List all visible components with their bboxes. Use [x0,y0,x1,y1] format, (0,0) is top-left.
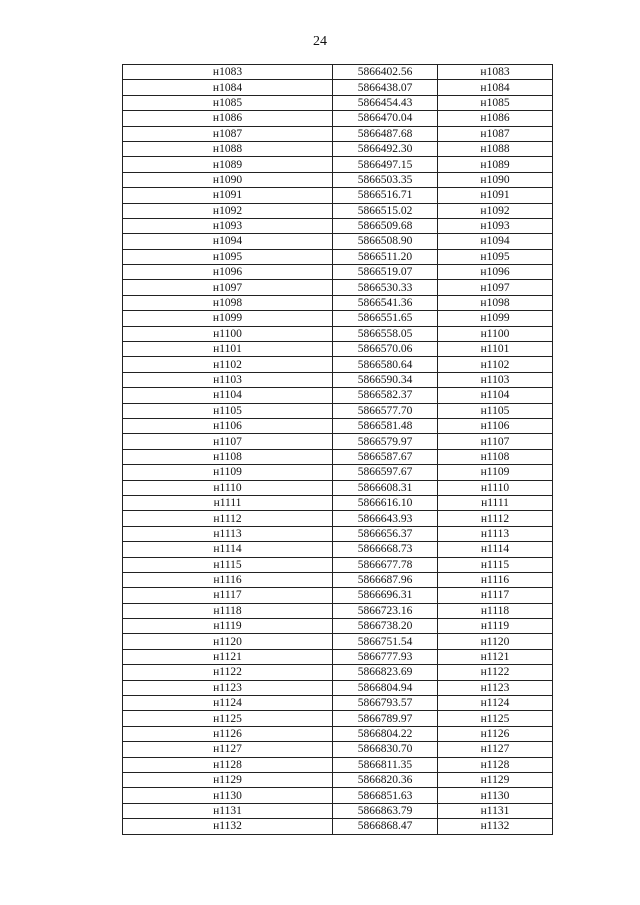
point-id-cell: н1092 [123,203,333,218]
coordinate-cell: 5866492.30 [333,141,438,156]
point-id-cell: н1123 [123,680,333,695]
coordinate-cell: 5866820.36 [333,772,438,787]
point-id-repeat-cell: н1123 [438,680,553,695]
coordinate-cell: 5866402.56 [333,65,438,80]
point-id-cell: н1110 [123,480,333,495]
point-id-repeat-cell: н1116 [438,572,553,587]
point-id-cell: н1084 [123,80,333,95]
point-id-repeat-cell: н1083 [438,65,553,80]
table-row [123,526,553,541]
coordinate-cell: 5866581.48 [333,418,438,433]
point-id-cell: н1085 [123,95,333,110]
point-id-repeat-cell: н1113 [438,526,553,541]
point-id-cell: н1126 [123,726,333,741]
table-row [123,188,553,203]
table-row [123,372,553,387]
point-id-repeat-cell: н1118 [438,603,553,618]
table-row [123,465,553,480]
coordinate-cell: 5866558.05 [333,326,438,341]
point-id-cell: н1096 [123,265,333,280]
table-row [123,388,553,403]
table-row [123,542,553,557]
coordinate-cell: 5866830.70 [333,742,438,757]
point-id-repeat-cell: н1115 [438,557,553,572]
coordinate-cell: 5866851.63 [333,788,438,803]
point-id-cell: н1093 [123,218,333,233]
point-id-repeat-cell: н1125 [438,711,553,726]
coordinate-cell: 5866751.54 [333,634,438,649]
point-id-cell: н1116 [123,572,333,587]
point-id-repeat-cell: н1092 [438,203,553,218]
point-id-repeat-cell: н1098 [438,295,553,310]
coordinate-cell: 5866687.96 [333,572,438,587]
coordinate-cell: 5866863.79 [333,803,438,818]
point-id-repeat-cell: н1130 [438,788,553,803]
point-id-repeat-cell: н1086 [438,111,553,126]
coordinate-cell: 5866823.69 [333,665,438,680]
coordinate-cell: 5866738.20 [333,619,438,634]
point-id-cell: н1083 [123,65,333,80]
coordinate-cell: 5866508.90 [333,234,438,249]
point-id-cell: н1118 [123,603,333,618]
point-id-cell: н1101 [123,342,333,357]
point-id-cell: н1109 [123,465,333,480]
table-row [123,680,553,695]
point-id-repeat-cell: н1103 [438,372,553,387]
table-row [123,557,553,572]
point-id-cell: н1117 [123,588,333,603]
coordinate-cell: 5866487.68 [333,126,438,141]
point-id-repeat-cell: н1119 [438,619,553,634]
table-row [123,111,553,126]
coordinate-cell: 5866811.35 [333,757,438,772]
point-id-cell: н1098 [123,295,333,310]
page-number: 24 [313,34,327,49]
table-row [123,634,553,649]
point-id-repeat-cell: н1085 [438,95,553,110]
coordinate-cell: 5866509.68 [333,218,438,233]
point-id-cell: н1108 [123,449,333,464]
coordinate-cell: 5866587.67 [333,449,438,464]
table-row [123,311,553,326]
table-row [123,95,553,110]
point-id-repeat-cell: н1100 [438,326,553,341]
point-id-repeat-cell: н1110 [438,480,553,495]
coordinate-cell: 5866530.33 [333,280,438,295]
coordinate-cell: 5866804.94 [333,680,438,695]
table-row [123,234,553,249]
table-row [123,480,553,495]
point-id-repeat-cell: н1126 [438,726,553,741]
point-id-repeat-cell: н1129 [438,772,553,787]
coordinate-cell: 5866723.16 [333,603,438,618]
point-id-repeat-cell: н1105 [438,403,553,418]
coordinate-cell: 5866677.78 [333,557,438,572]
point-id-repeat-cell: н1091 [438,188,553,203]
point-id-cell: н1100 [123,326,333,341]
point-id-cell: н1111 [123,495,333,510]
point-id-cell: н1127 [123,742,333,757]
point-id-cell: н1099 [123,311,333,326]
point-id-cell: н1125 [123,711,333,726]
coordinate-cell: 5866590.34 [333,372,438,387]
coordinate-cell: 5866470.04 [333,111,438,126]
point-id-repeat-cell: н1088 [438,141,553,156]
table-row [123,603,553,618]
point-id-repeat-cell: н1108 [438,449,553,464]
point-id-cell: н1113 [123,526,333,541]
coordinate-cell: 5866793.57 [333,696,438,711]
table-row [123,772,553,787]
coordinate-cell: 5866541.36 [333,295,438,310]
table-row [123,434,553,449]
coordinate-cell: 5866868.47 [333,819,438,834]
point-id-cell: н1129 [123,772,333,787]
point-id-cell: н1115 [123,557,333,572]
table-row [123,711,553,726]
point-id-repeat-cell: н1084 [438,80,553,95]
point-id-cell: н1114 [123,542,333,557]
point-id-repeat-cell: н1097 [438,280,553,295]
coordinates-table [122,64,553,835]
table-row [123,218,553,233]
table-row [123,742,553,757]
point-id-repeat-cell: н1089 [438,157,553,172]
table-row [123,649,553,664]
point-id-cell: н1132 [123,819,333,834]
coordinate-cell: 5866777.93 [333,649,438,664]
point-id-cell: н1131 [123,803,333,818]
coordinate-cell: 5866570.06 [333,342,438,357]
point-id-repeat-cell: н1093 [438,218,553,233]
coordinate-cell: 5866804.22 [333,726,438,741]
point-id-cell: н1088 [123,141,333,156]
table-body [123,65,553,835]
point-id-repeat-cell: н1117 [438,588,553,603]
point-id-cell: н1130 [123,788,333,803]
point-id-cell: н1119 [123,619,333,634]
point-id-repeat-cell: н1128 [438,757,553,772]
table-row [123,265,553,280]
coordinate-cell: 5866515.02 [333,203,438,218]
coordinate-cell: 5866643.93 [333,511,438,526]
point-id-repeat-cell: н1099 [438,311,553,326]
table-row [123,126,553,141]
point-id-cell: н1104 [123,388,333,403]
table-row [123,326,553,341]
table-row [123,403,553,418]
point-id-repeat-cell: н1112 [438,511,553,526]
point-id-cell: н1124 [123,696,333,711]
coordinate-cell: 5866551.65 [333,311,438,326]
point-id-repeat-cell: н1104 [438,388,553,403]
point-id-repeat-cell: н1094 [438,234,553,249]
point-id-repeat-cell: н1107 [438,434,553,449]
point-id-repeat-cell: н1131 [438,803,553,818]
coordinate-cell: 5866454.43 [333,95,438,110]
table-row [123,788,553,803]
table-row [123,141,553,156]
point-id-cell: н1121 [123,649,333,664]
point-id-repeat-cell: н1101 [438,342,553,357]
table-row [123,572,553,587]
point-id-repeat-cell: н1127 [438,742,553,757]
point-id-cell: н1091 [123,188,333,203]
table-row [123,295,553,310]
point-id-repeat-cell: н1132 [438,819,553,834]
point-id-cell: н1122 [123,665,333,680]
point-id-cell: н1128 [123,757,333,772]
table-row [123,418,553,433]
point-id-cell: н1107 [123,434,333,449]
coordinate-cell: 5866438.07 [333,80,438,95]
coordinate-cell: 5866789.97 [333,711,438,726]
coordinate-cell: 5866579.97 [333,434,438,449]
coordinate-cell: 5866696.31 [333,588,438,603]
table-row [123,342,553,357]
point-id-repeat-cell: н1121 [438,649,553,664]
table-row [123,203,553,218]
point-id-cell: н1103 [123,372,333,387]
point-id-repeat-cell: н1124 [438,696,553,711]
point-id-repeat-cell: н1095 [438,249,553,264]
table-row [123,588,553,603]
point-id-cell: н1106 [123,418,333,433]
point-id-cell: н1095 [123,249,333,264]
table-row [123,157,553,172]
table-row [123,280,553,295]
coordinate-cell: 5866516.71 [333,188,438,203]
table-row [123,80,553,95]
point-id-repeat-cell: н1114 [438,542,553,557]
point-id-cell: н1094 [123,234,333,249]
point-id-repeat-cell: н1087 [438,126,553,141]
coordinate-cell: 5866597.67 [333,465,438,480]
point-id-repeat-cell: н1090 [438,172,553,187]
point-id-repeat-cell: н1120 [438,634,553,649]
coordinate-cell: 5866616.10 [333,495,438,510]
point-id-cell: н1089 [123,157,333,172]
table-row [123,726,553,741]
point-id-cell: н1105 [123,403,333,418]
table-row [123,172,553,187]
coordinate-cell: 5866503.35 [333,172,438,187]
coordinate-cell: 5866577.70 [333,403,438,418]
coordinate-cell: 5866519.07 [333,265,438,280]
table-row [123,449,553,464]
point-id-repeat-cell: н1096 [438,265,553,280]
table-row [123,665,553,680]
table-row [123,819,553,834]
coordinate-cell: 5866580.64 [333,357,438,372]
table-row [123,757,553,772]
coordinate-cell: 5866497.15 [333,157,438,172]
point-id-repeat-cell: н1109 [438,465,553,480]
table-row [123,511,553,526]
point-id-cell: н1090 [123,172,333,187]
table-row [123,619,553,634]
point-id-cell: н1112 [123,511,333,526]
table-row [123,495,553,510]
point-id-repeat-cell: н1122 [438,665,553,680]
coordinate-cell: 5866608.31 [333,480,438,495]
table-row [123,249,553,264]
point-id-cell: н1087 [123,126,333,141]
table-row [123,65,553,80]
table-row [123,696,553,711]
coordinate-cell: 5866656.37 [333,526,438,541]
point-id-cell: н1120 [123,634,333,649]
coordinate-cell: 5866668.73 [333,542,438,557]
point-id-cell: н1102 [123,357,333,372]
point-id-cell: н1086 [123,111,333,126]
table-row [123,803,553,818]
table-row [123,357,553,372]
coordinate-cell: 5866511.20 [333,249,438,264]
point-id-repeat-cell: н1102 [438,357,553,372]
point-id-repeat-cell: н1111 [438,495,553,510]
point-id-cell: н1097 [123,280,333,295]
coordinate-cell: 5866582.37 [333,388,438,403]
point-id-repeat-cell: н1106 [438,418,553,433]
